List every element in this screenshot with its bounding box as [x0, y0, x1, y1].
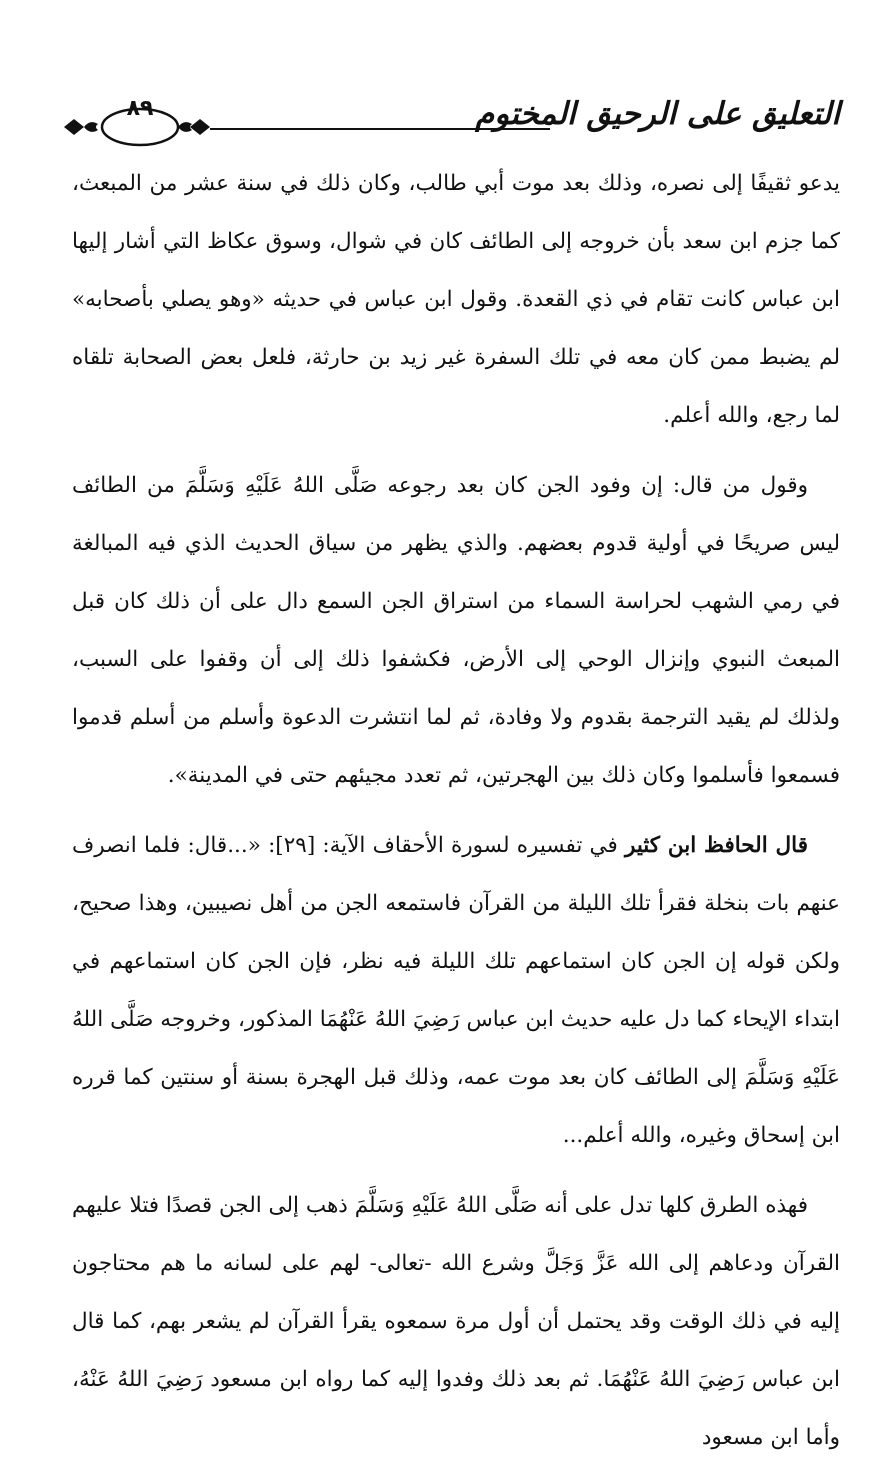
paragraph-3-text: في تفسيره لسورة الأحقاف الآية: [٢٩]: «...قال: فلما انصرف عنهم بات بنخلة فقرأ تلك الليلة من القرآن فاستمعه الجن من أهل نصيبين، وهذا صحيح، ولكن قوله إن الجن كان استماعهم تلك الليلة فيه نظر، فإن الجن كان استماعهم في ابتداء الإيحاء كما دل عليه حديث ابن عباس رَضِيَ اللهُ عَنْهُمَا المذكور، وخروجه صَلَّى اللهُ عَلَيْهِ وَسَلَّمَ إلى الطائف كان بعد موت عمه، وذلك قبل الهجرة بسنة أو سنتين كما قرره ابن إسحاق وغيره، والله أعلم...: [72, 833, 840, 1148]
header-rule: [210, 128, 550, 130]
page-number: ٨٩: [126, 96, 154, 121]
book-title: التعليق على الرحيق المختوم: [475, 96, 840, 132]
page-body: [72, 155, 840, 1479]
page-header: [60, 88, 840, 158]
paragraph-2: وقول من قال: إن وفود الجن كان بعد رجوعه صَلَّى اللهُ عَلَيْهِ وَسَلَّمَ من الطائف ليس صريحًا في أولية قدوم بعضهم. والذي يظهر من سياق الحديث الذي فيه المبالغة في رمي الشهب لحراسة السماء من استراق الجن السمع دال على أن ذلك كان قبل المبعث النبوي وإنزال الوحي إلى الأرض، فكشفوا ذلك إلى أن وقفوا على السبب، ولذلك لم يقيد الترجمة بقدوم ولا وفادة، ثم لما انتشرت الدعوة وأسلم من أسلم قدموا فسمعوا فأسلموا وكان ذلك بين الهجرتين، ثم تعدد مجيئهم حتى في المدينة».: [72, 473, 840, 788]
paragraph-4: فهذه الطرق كلها تدل على أنه صَلَّى اللهُ عَلَيْهِ وَسَلَّمَ ذهب إلى الجن قصدًا فتلا عليهم القرآن ودعاهم إلى الله عَزَّ وَجَلَّ وشرع الله -تعالى- لهم على لسانه ما هم محتاجون إليه في ذلك الوقت وقد يحتمل أن أول مرة سمعوه يقرأ القرآن لم يشعر بهم، كما قال ابن عباس رَضِيَ اللهُ عَنْهُمَا. ثم بعد ذلك وفدوا إليه كما رواه ابن مسعود رَضِيَ اللهُ عَنْهُ، وأما ابن مسعود: [72, 1193, 840, 1450]
paragraph-3-lead: قال الحافظ ابن كثير: [624, 833, 808, 858]
paragraph-1: يدعو ثقيفًا إلى نصره، وذلك بعد موت أبي طالب، وكان ذلك في سنة عشر من المبعث، كما جزم ابن سعد بأن خروجه إلى الطائف كان في شوال، وسوق عكاظ التي أشار إليها ابن عباس كانت تقام في ذي القعدة. وقول ابن عباس في حديثه «وهو يصلي بأصحابه» لم يضبط ممن كان معه في تلك السفرة غير زيد بن حارثة، فلعل بعض الصحابة تلقاه لما رجع، والله أعلم.: [72, 171, 840, 428]
paragraph-3: [72, 817, 840, 1165]
